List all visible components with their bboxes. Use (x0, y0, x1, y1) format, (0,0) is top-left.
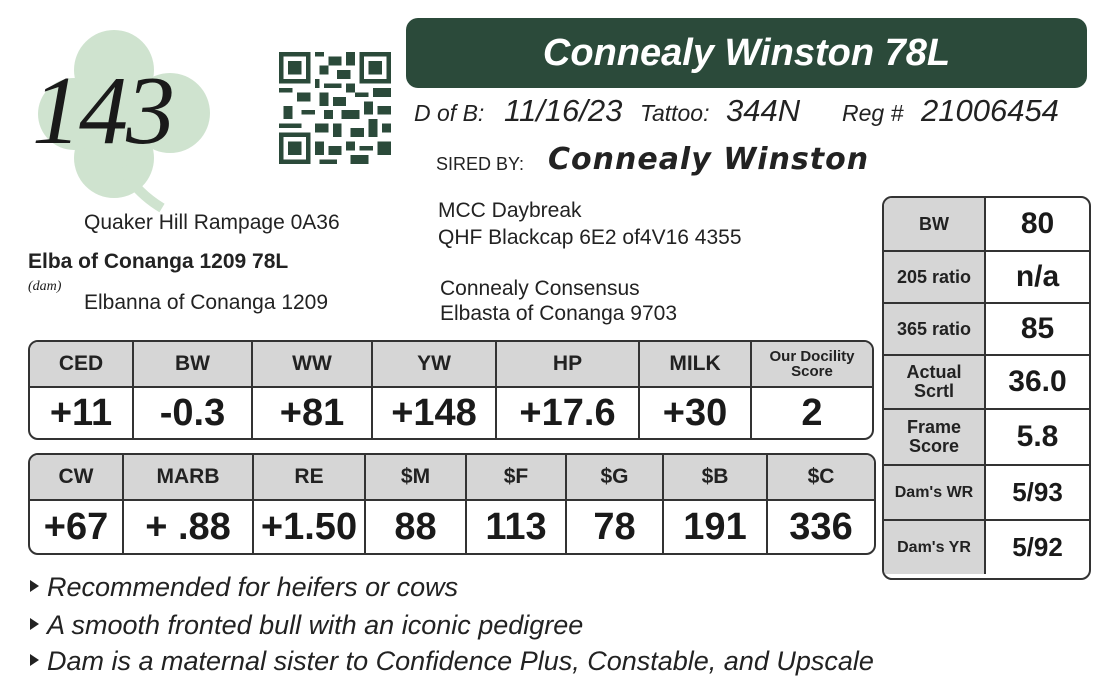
stat-value: n/a (1015, 260, 1060, 293)
note-text: A smooth fronted bull with an iconic pedigree (47, 610, 584, 640)
pedigree-dam-dam: Elbanna of Conanga 1209 (84, 291, 329, 314)
stat-label: 205 ratio (884, 252, 986, 302)
birth-date-value: 11/16/23 (504, 93, 623, 128)
sire-name: Connealy Winston (548, 142, 870, 177)
tattoo-value: 344N (726, 93, 801, 128)
stat-value: 5/93 (1012, 477, 1063, 507)
epd-header-docility: Our Docility Score (752, 342, 872, 388)
epd-value-yw: +148 (373, 388, 497, 438)
epd-header-f: $F (467, 455, 567, 501)
stat-row-actual-scrtl (884, 356, 1089, 410)
epd-header-yw: YW (373, 342, 497, 388)
stat-value: 5/92 (1012, 532, 1063, 562)
epd-header-marb: MARB (124, 455, 254, 501)
stat-label: Dam's WR (884, 466, 986, 519)
stat-label: Frame Score (884, 410, 986, 464)
lot-number: 143 (32, 57, 173, 165)
pedigree-dam: Elba of Conanga 1209 78L (28, 250, 289, 273)
epd-table-1 (28, 340, 874, 440)
stat-value: 80 (1020, 207, 1055, 240)
epd-value-ww: +81 (253, 388, 373, 438)
epd-value-marb: + .88 (124, 501, 254, 553)
tattoo-label: Tattoo: (640, 100, 710, 126)
stat-label: BW (884, 198, 986, 250)
stat-row-dams-wr (884, 466, 1089, 521)
stat-label: 365 ratio (884, 304, 986, 354)
stat-value: 5.8 (1016, 420, 1059, 453)
epd-header-c: $C (768, 455, 874, 501)
epd-table-2 (28, 453, 876, 555)
pedigree-sire-dam: QHF Blackcap 6E2 of4V16 4355 (438, 226, 742, 249)
stat-row-bw (884, 198, 1089, 252)
epd-value-b: 191 (664, 501, 768, 553)
epd-value-re: +1.50 (254, 501, 366, 553)
epd-header-b: $B (664, 455, 768, 501)
pedigree-sire-sire: MCC Daybreak (438, 199, 582, 222)
epd-header-ww: WW (253, 342, 373, 388)
epd-header-hp: HP (497, 342, 640, 388)
bullet-triangle-icon (30, 580, 39, 592)
stat-row-205-ratio (884, 252, 1089, 304)
epd-value-m: 88 (366, 501, 467, 553)
pedigree-dam-sire-dam: Elbasta of Conanga 9703 (440, 302, 678, 325)
note-item (30, 646, 874, 677)
epd-value-cw: +67 (30, 501, 124, 553)
stat-value: 36.0 (1008, 365, 1067, 398)
note-text: Dam is a maternal sister to Confidence Plus, Constable, and Upscale (47, 646, 874, 676)
epd-value-bw: -0.3 (134, 388, 253, 438)
stat-row-frame-score (884, 410, 1089, 466)
registration-label: Reg # (842, 100, 904, 126)
epd-value-f: 113 (467, 501, 567, 553)
epd-header-bw: BW (134, 342, 253, 388)
epd-value-g: 78 (567, 501, 664, 553)
epd-value-ced: +11 (30, 388, 134, 438)
stat-row-dams-yr (884, 521, 1089, 574)
epd-header-cw: CW (30, 455, 124, 501)
performance-table (882, 196, 1091, 580)
dam-tag: (dam) (28, 279, 62, 294)
note-text: Recommended for heifers or cows (47, 572, 459, 602)
stat-row-365-ratio (884, 304, 1089, 356)
epd-header-g: $G (567, 455, 664, 501)
note-item (30, 610, 583, 641)
epd-value-milk: +30 (640, 388, 752, 438)
sire-label: SIRED BY: (436, 154, 525, 174)
epd-header-m: $M (366, 455, 467, 501)
epd-header-milk: MILK (640, 342, 752, 388)
birth-date-label: D of B: (414, 100, 485, 126)
bullet-triangle-icon (30, 654, 39, 666)
pedigree-dam-sire-sire: Connealy Consensus (440, 277, 640, 300)
registration-value: 21006454 (921, 93, 1059, 128)
note-item (30, 572, 458, 603)
stat-label: Actual Scrtl (884, 356, 986, 408)
epd-header-re: RE (254, 455, 366, 501)
stat-value: 85 (1020, 312, 1055, 345)
stat-label: Dam's YR (884, 521, 986, 574)
epd-value-docility: 2 (801, 391, 823, 434)
qr-code-icon[interactable] (276, 52, 394, 164)
epd-header-ced: CED (30, 342, 134, 388)
pedigree-dam-sire: Quaker Hill Rampage 0A36 (84, 211, 340, 234)
epd-value-hp: +17.6 (497, 388, 640, 438)
animal-name-banner: Connealy Winston 78L (406, 18, 1087, 88)
bullet-triangle-icon (30, 618, 39, 630)
epd-value-c: 336 (789, 505, 853, 548)
